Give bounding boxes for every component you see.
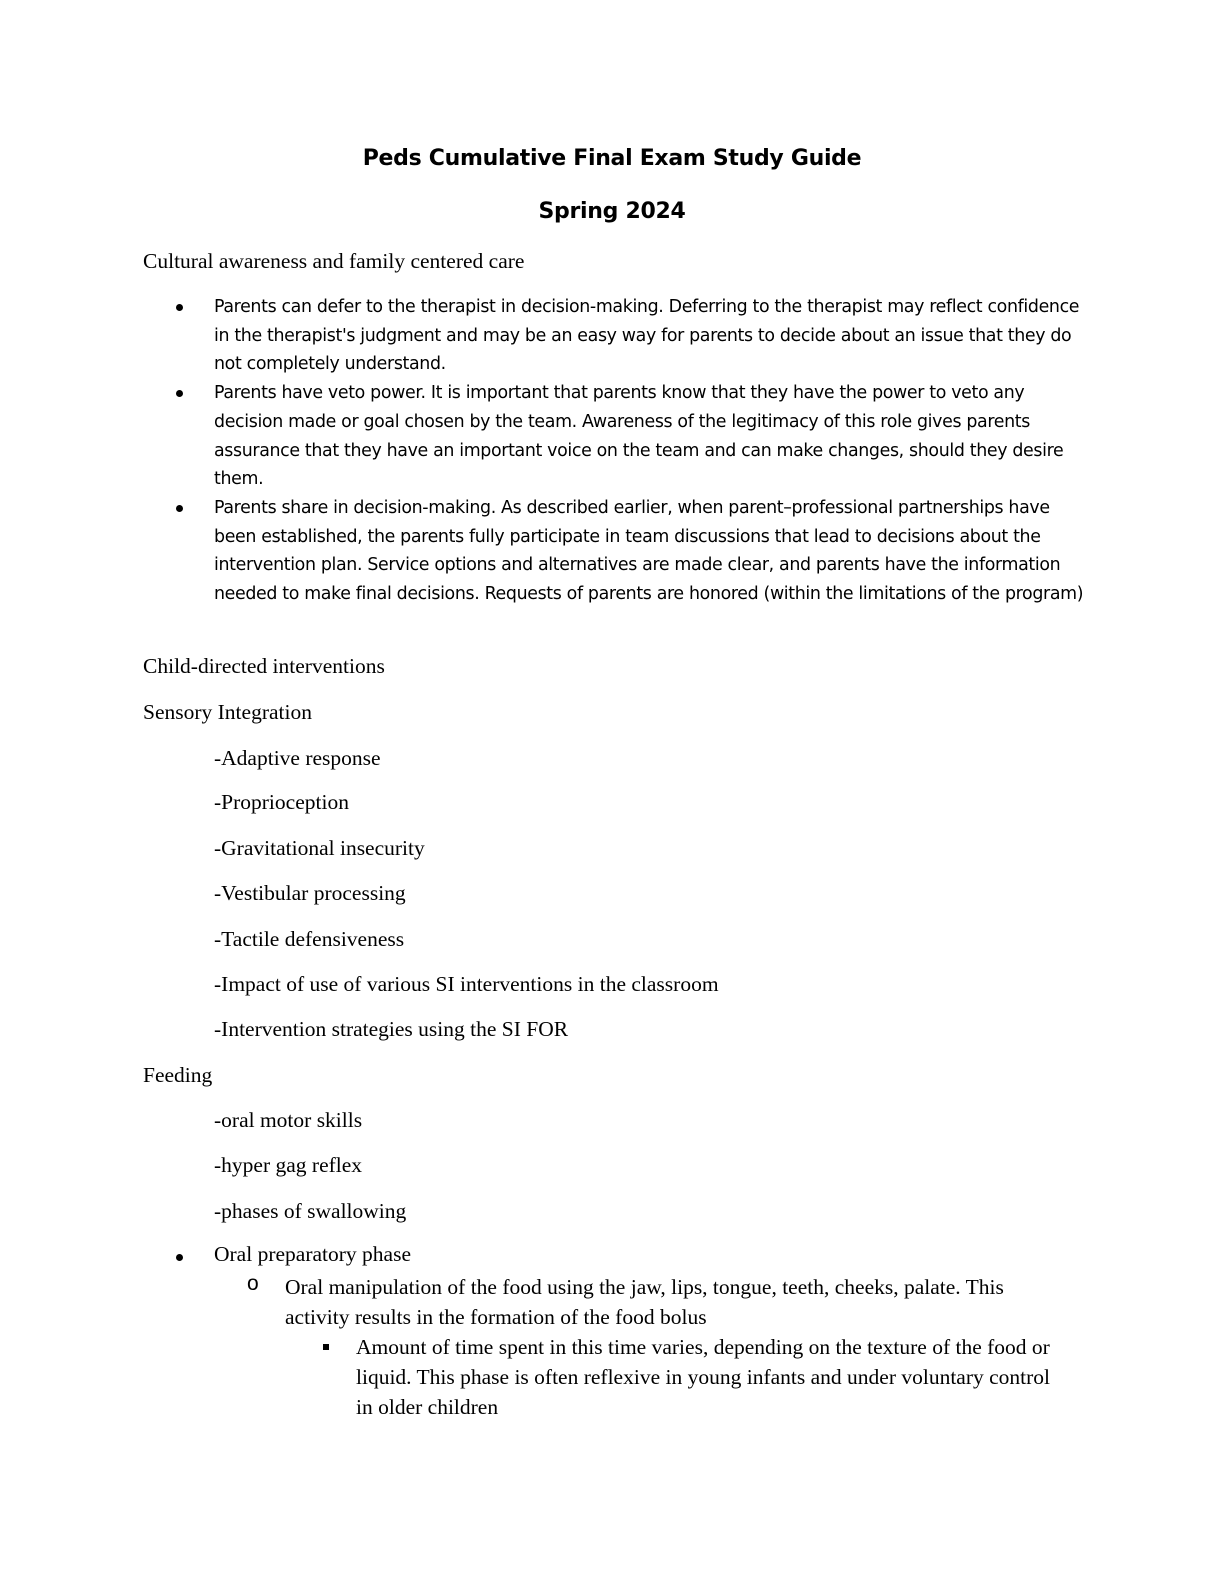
sensory-item: -Vestibular processing: [214, 881, 406, 905]
list-item: Parents have veto power. It is important that parents know that they have the power to veto any decision made or goal chosen by the team. Awareness of the legitimacy of this role gives parents assurance that they have an important voice on the team and can make changes, should they desire them.: [214, 379, 1094, 494]
bullet-icon: [176, 390, 183, 397]
sensory-item: -Proprioception: [214, 790, 349, 814]
feeding-item: -oral motor skills: [214, 1108, 363, 1132]
section-heading-sensory: Sensory Integration: [143, 700, 312, 724]
cultural-bullet-list: [214, 293, 1094, 609]
sensory-item: -Tactile defensiveness: [214, 927, 405, 951]
section-heading-cultural: Cultural awareness and family centered care: [143, 249, 525, 273]
list-item: Parents share in decision-making. As described earlier, when parent–professional partnerships have been established, the parents fully participate in team discussions that lead to decisions about the intervention plan. Service options and alternatives are made clear, and parents have the information needed to make final decisions. Requests of parents are honored (within the limitations of the program): [214, 494, 1094, 609]
sensory-item: -Intervention strategies using the SI FOR: [214, 1017, 569, 1041]
sensory-item: -Adaptive response: [214, 746, 381, 770]
bullet-icon: [176, 304, 183, 311]
circle-bullet-icon: o: [247, 1272, 259, 1295]
sensory-item: -Gravitational insecurity: [214, 836, 425, 860]
list-item: Parents can defer to the therapist in decision-making. Deferring to the therapist may reflect confidence in the therapist's judgment and may be an easy way for parents to decide about an issue that they do not completely understand.: [214, 293, 1094, 379]
phase-description: Oral manipulation of the food using the jaw, lips, tongue, teeth, cheeks, palate. This activity results in the formation of the food bolus: [285, 1275, 1004, 1329]
section-heading-feeding: Feeding: [143, 1063, 213, 1087]
square-bullet-icon: [323, 1344, 329, 1350]
phase-detail: Amount of time spent in this time varies, depending on the texture of the food or liquid. This phase is often reflexive in young infants and under voluntary control in older children: [356, 1335, 1051, 1419]
feeding-item: -hyper gag reflex: [214, 1153, 363, 1177]
page-subtitle: Spring 2024: [538, 199, 686, 224]
section-heading-child-directed: Child-directed interventions: [143, 654, 385, 678]
bullet-icon: [176, 1254, 183, 1261]
sensory-item: -Impact of use of various SI interventions in the classroom: [214, 972, 719, 996]
feeding-item: -phases of swallowing: [214, 1199, 407, 1223]
bullet-icon: [176, 505, 183, 512]
phase-label: Oral preparatory phase: [214, 1242, 411, 1266]
page-title: Peds Cumulative Final Exam Study Guide: [362, 146, 862, 171]
